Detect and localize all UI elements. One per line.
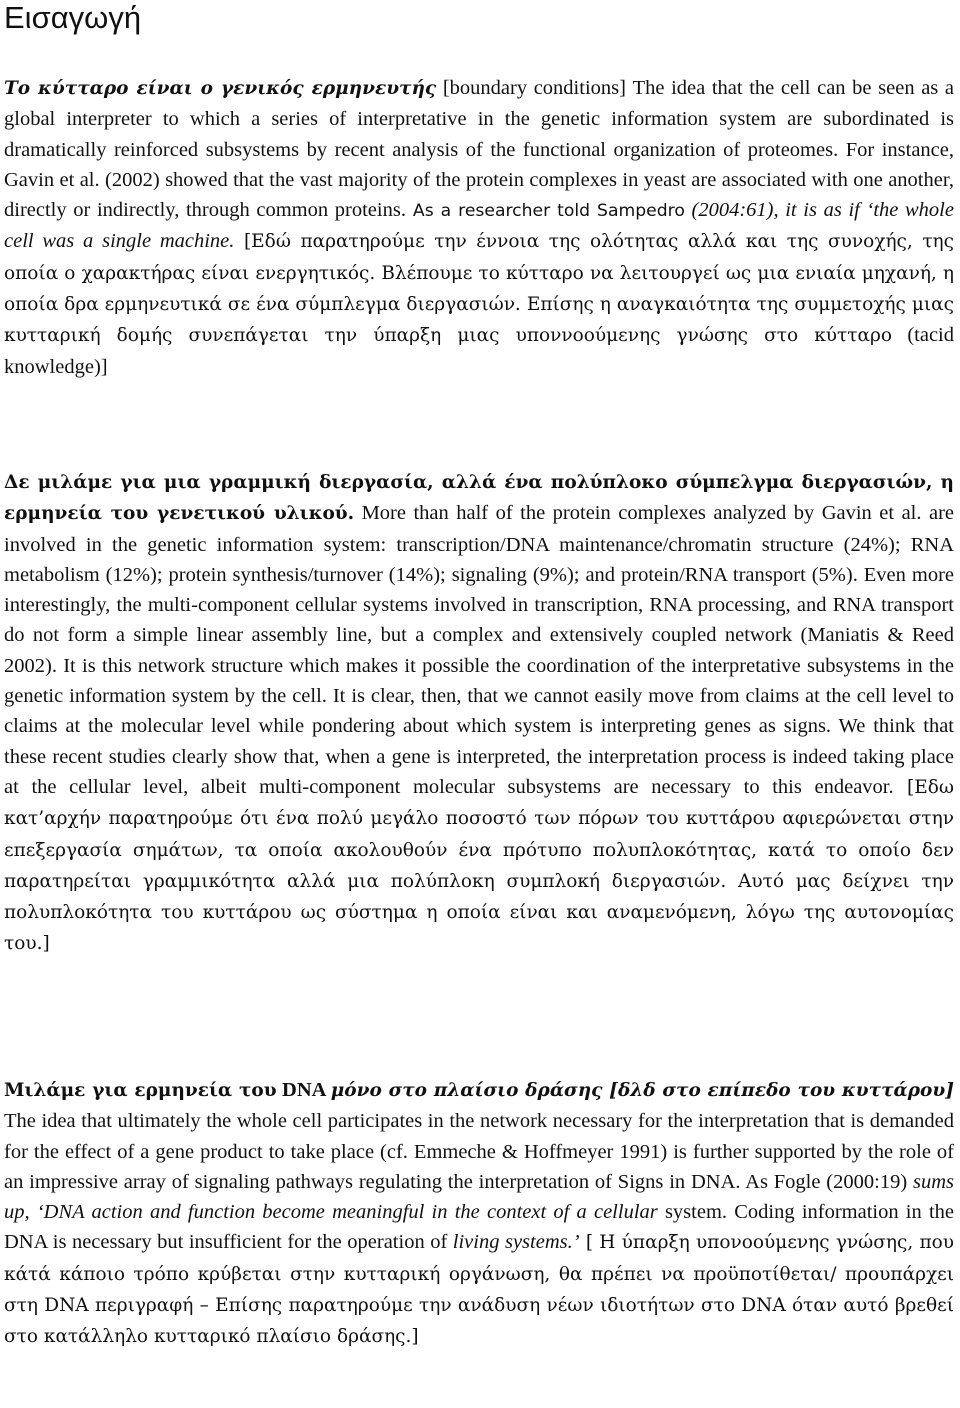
paragraph-lead-heading: μόνο στο πλαίσιο δράσης [δλδ στο επίπεδο του κυττάρου] — [330, 1080, 954, 1101]
quotation-italic: (2004:61), it is as if ‘the whole cell was a single machine. — [4, 199, 954, 253]
paragraph-lead-heading: DNA — [276, 1079, 331, 1101]
greek-commentary: [Εδώ παρατηρούμε την έννοια της ολότητας αλλά και της συνοχής, της οποία ο χαρακτήρας είναι ενεργητικός. Βλέπουμε το κύτταρο να λειτουργεί ως μια ενιαία μηχανή, η οποία δρα ερμηνευτικά σε ένα σύμπλεγμα διεργασιών. — [4, 231, 955, 316]
text-run: (2002) showed that the vast majority of the protein complexes in yeast are associated with one another, directly or indirectly, through common proteins. — [4, 168, 954, 222]
text-run: system. Coding information in the DNA is necessary but insufficient for the operation of — [4, 1201, 955, 1254]
paragraph-dna-context — [4, 1075, 954, 1353]
quotation-italic: sums up, ‘DNA action and function become meaningful in the context of a cellular — [4, 1170, 954, 1224]
quotation-italic: living systems.’ — [447, 1231, 580, 1254]
greek-commentary: Επίσης η αναγκαιότητα της συμμετοχής μιας κυτταρική δομής συνεπάγεται την ύπαρξη μιας υποννοούμενης γνώσης στο κύτταρο — [4, 294, 954, 347]
page-title: Εισαγωγή — [4, 0, 142, 35]
greek-commentary: [Εδω κατ’αρχήν παρατηρούμε ότι ένα πολύ μεγάλο ποσοστό των πόρων του κυττάρου αφιερώνεται στην επεξεργασία σημάτων, τα οποία ακολουθούν ένα πρότυπο πολυπλοκότητας, κατά το οποίο δεν παρατηρείται γραμμικότητα αλλά μια πολύπλοκη συμπλοκή διεργασιών. Αυτό μας δείχνει την πολυπλοκότητα του κυττάρου ως σύστημα η οποία είναι και αναμενόμενη, λόγω της αυτονομίας του.] — [4, 776, 954, 955]
text-run: The idea that ultimately the whole cell participates in the network necessary for the interpretation that is demanded for the effect of a gene product to take place (cf. Emmeche & Hoffmeyer 1991) is further supported by the role of an impressive array of signaling pathways regulating the interpretation of Signs in DNA. As Fogle (2000:19) — [4, 1110, 954, 1193]
paragraph-lead-heading: Μιλάμε για ερμηνεία του — [4, 1080, 277, 1101]
paragraph-lead-heading: Το κύτταρο είναι ο γενικός ερμηνευτής — [4, 78, 437, 99]
text-run: As a researcher told Sampedro — [405, 201, 685, 222]
text-run: (tacid knowledge)] — [4, 324, 954, 378]
paragraph-cell-interpreter — [4, 73, 954, 382]
paragraph-nonlinear-process — [4, 467, 954, 960]
greek-commentary: [ Η ύπαρξη υπονοούμενης γνώσης, που κάτά κάποιο τρόπο κρύβεται στην κυτταρική οργάνωση, θα πρέπει να προϋποτίθεται/ προυπάρχει στη DNA περιγραφή – Επίσης παρατηρούμε την ανάδυση νέων ιδιοτήτων στο DNA όταν αυτό βρεθεί στο κατάλληλο κυτταρικό πλαίσιο δράσης.] — [4, 1232, 954, 1348]
paragraph-lead-heading: Δε μιλάμε για μια γραμμική διεργασία, αλλά ένα πολύπλοκο σύμπελγμα διεργασιών, η ερμηνεία του γενετικού υλικού. — [4, 472, 954, 525]
text-run: [boundary conditions] The idea that the cell can be seen as a global interpreter to which a series of interpretative in the genetic information system are subordinated is dramatically reinforced subsystems by recent analysis of the functional organization of proteomes. For instance, Gavin et al. — [4, 77, 955, 191]
text-run: More than half of the protein complexes analyzed by Gavin et al. are involved in the genetic information system: transcription/DNA maintenance/chromatin structure (24%); RNA metabolism (12%); protein synthesis/turnover (14%); signaling (9%); and protein/RNA transport (5%). Even more interestingly, the multi-component cellular systems involved in transcription, RNA processing, and RNA transport do not form a simple linear assembly line, but a complex and extensively coupled network (Maniatis & Reed 2002). It is this network structure which makes it possible the coordination of the interpretative subsystems in the genetic information system by the cell. It is clear, then, that we cannot easily move from claims at the cell level to claims at the molecular level while pondering about which system is interpreting genes as signs. We think that these recent studies clearly show that, when a gene is interpreted, the interpretation process is indeed taking place at the cellular level, albeit multi-component molecular subsystems are necessary to this endeavor. — [4, 502, 955, 798]
